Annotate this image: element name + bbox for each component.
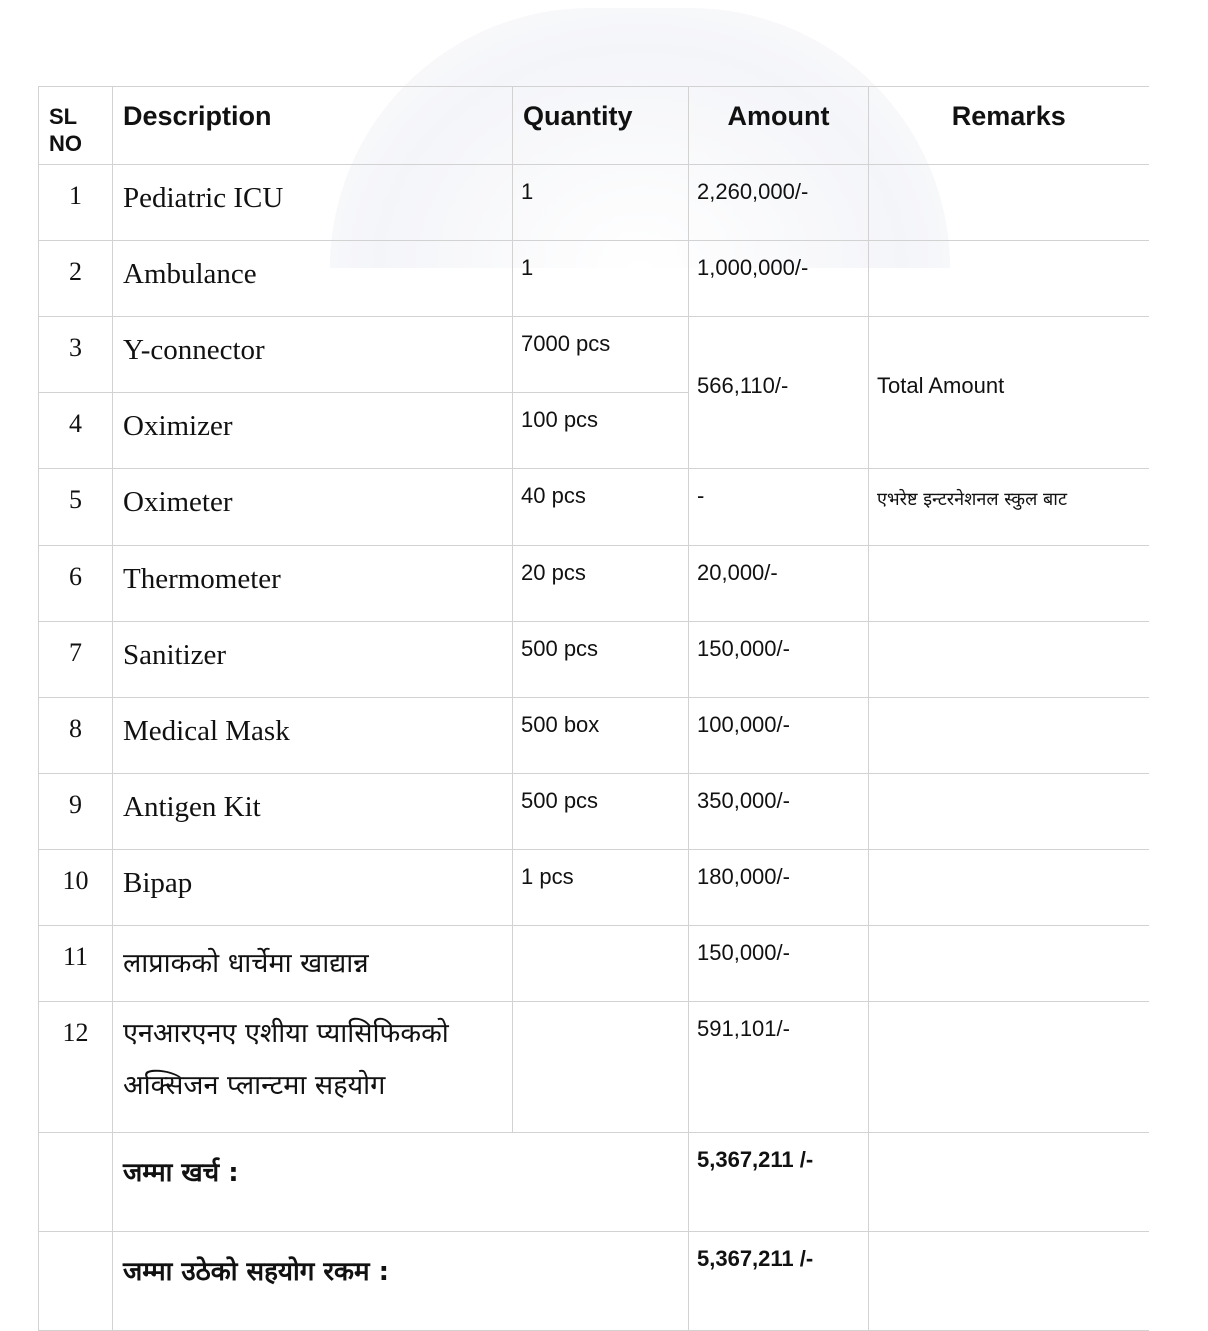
table-row	[39, 317, 1149, 393]
total-expense-amount: 5,367,211 /-	[689, 1133, 869, 1232]
cell-description: Sanitizer	[113, 622, 513, 698]
table-row	[39, 850, 1149, 926]
cell-description: Ambulance	[113, 241, 513, 317]
cell-remark	[869, 622, 1149, 698]
cell-quantity: 20 pcs	[513, 546, 689, 622]
cell-empty	[39, 1133, 113, 1232]
total-raised-row	[39, 1232, 1149, 1331]
cell-empty	[869, 1232, 1149, 1331]
table-row	[39, 546, 1149, 622]
cell-sl: 4	[39, 393, 113, 469]
cell-sl: 2	[39, 241, 113, 317]
cell-amount: 100,000/-	[689, 698, 869, 774]
cell-quantity: 1 pcs	[513, 850, 689, 926]
cell-empty	[39, 1232, 113, 1331]
table-row	[39, 241, 1149, 317]
cell-description: Bipap	[113, 850, 513, 926]
cell-sl: 9	[39, 774, 113, 850]
cell-amount: 20,000/-	[689, 546, 869, 622]
cell-remark	[869, 698, 1149, 774]
cell-description: Pediatric ICU	[113, 165, 513, 241]
cell-description: Medical Mask	[113, 698, 513, 774]
cell-empty	[869, 1133, 1149, 1232]
cell-quantity: 1	[513, 165, 689, 241]
cell-sl: 5	[39, 469, 113, 546]
cell-sl: 1	[39, 165, 113, 241]
cell-amount: -	[689, 469, 869, 546]
header-remarks: Remarks	[869, 87, 1149, 165]
cell-sl: 8	[39, 698, 113, 774]
table-row	[39, 469, 1149, 546]
cell-sl: 6	[39, 546, 113, 622]
total-expense-label: जम्मा खर्च :	[113, 1133, 689, 1232]
expense-table	[38, 86, 1149, 1331]
cell-amount-merged: 566,110/-	[689, 317, 869, 469]
cell-sl: 12	[39, 1002, 113, 1133]
cell-amount: 150,000/-	[689, 622, 869, 698]
description-line-2: अक्सिजन प्लान्टमा सहयोग	[123, 1070, 386, 1101]
cell-amount: 1,000,000/-	[689, 241, 869, 317]
cell-sl: 3	[39, 317, 113, 393]
total-raised-amount: 5,367,211 /-	[689, 1232, 869, 1331]
cell-remark	[869, 850, 1149, 926]
cell-quantity	[513, 1002, 689, 1133]
table-header-row	[39, 87, 1149, 165]
total-raised-label: जम्मा उठेको सहयोग रकम :	[113, 1232, 689, 1331]
cell-quantity: 100 pcs	[513, 393, 689, 469]
cell-quantity: 500 pcs	[513, 622, 689, 698]
cell-remark: एभरेष्ट इन्टरनेशनल स्कुल बाट	[869, 469, 1149, 546]
cell-quantity: 500 box	[513, 698, 689, 774]
table-row	[39, 622, 1149, 698]
cell-amount: 350,000/-	[689, 774, 869, 850]
cell-remark	[869, 926, 1149, 1002]
cell-description	[113, 1002, 513, 1133]
cell-quantity: 500 pcs	[513, 774, 689, 850]
table-row	[39, 774, 1149, 850]
cell-remark	[869, 1002, 1149, 1133]
header-description: Description	[113, 87, 513, 165]
cell-description: लाप्राकको धार्चेमा खाद्यान्न	[113, 926, 513, 1002]
table-row	[39, 165, 1149, 241]
cell-quantity: 40 pcs	[513, 469, 689, 546]
description-line-1: एनआरएनए एशीया प्यासिफिकको	[123, 1018, 449, 1049]
cell-remark-merged: Total Amount	[869, 317, 1149, 469]
cell-remark	[869, 546, 1149, 622]
header-sl-no: SL NO	[39, 87, 113, 165]
cell-sl: 7	[39, 622, 113, 698]
table-row	[39, 698, 1149, 774]
cell-amount: 2,260,000/-	[689, 165, 869, 241]
cell-amount: 591,101/-	[689, 1002, 869, 1133]
cell-amount: 150,000/-	[689, 926, 869, 1002]
table-row	[39, 1002, 1149, 1133]
header-quantity: Quantity	[513, 87, 689, 165]
cell-quantity: 1	[513, 241, 689, 317]
cell-description: Thermometer	[113, 546, 513, 622]
cell-description: Antigen Kit	[113, 774, 513, 850]
cell-quantity: 7000 pcs	[513, 317, 689, 393]
table-row	[39, 926, 1149, 1002]
cell-description: Oximeter	[113, 469, 513, 546]
cell-sl: 11	[39, 926, 113, 1002]
cell-remark	[869, 165, 1149, 241]
cell-sl: 10	[39, 850, 113, 926]
cell-amount: 180,000/-	[689, 850, 869, 926]
cell-remark	[869, 774, 1149, 850]
total-expense-row	[39, 1133, 1149, 1232]
cell-quantity	[513, 926, 689, 1002]
header-amount: Amount	[689, 87, 869, 165]
cell-description: Oximizer	[113, 393, 513, 469]
cell-description: Y-connector	[113, 317, 513, 393]
cell-remark	[869, 241, 1149, 317]
